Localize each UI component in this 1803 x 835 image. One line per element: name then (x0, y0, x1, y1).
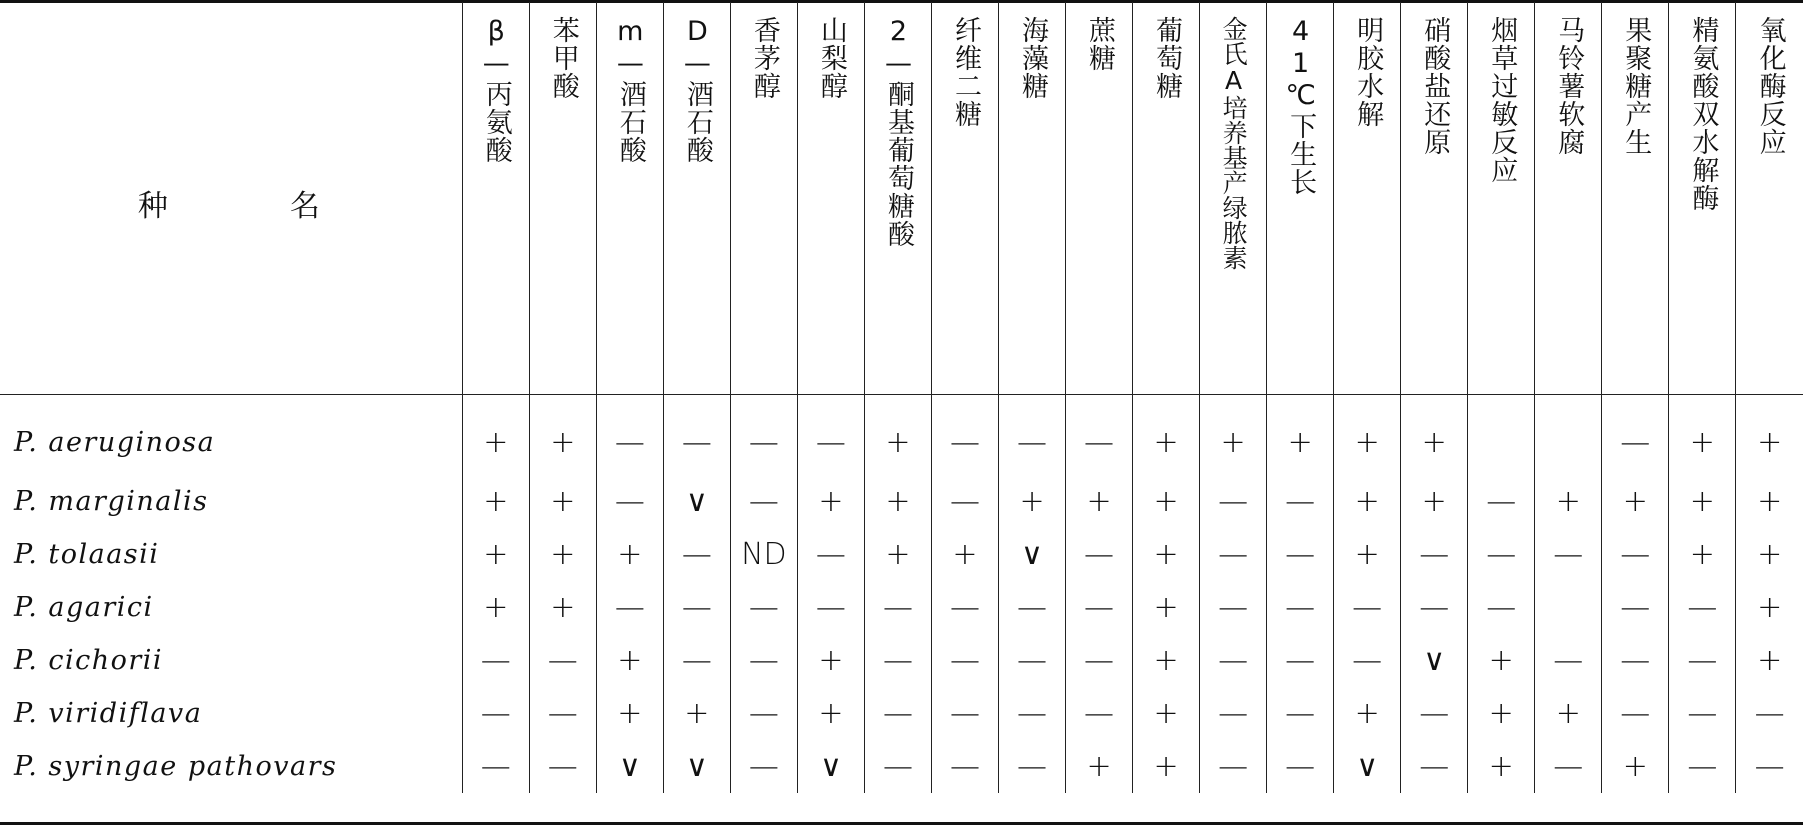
result-cell: + (1602, 475, 1669, 528)
result-cell: — (462, 634, 529, 687)
result-cell: + (797, 475, 864, 528)
result-cell: — (596, 395, 663, 476)
result-cell: + (1133, 740, 1200, 793)
result-cell: + (529, 475, 596, 528)
column-header-label: 山梨醇 (815, 16, 847, 100)
column-header (1468, 2, 1535, 395)
result-cell: + (1334, 395, 1401, 476)
result-cell: — (1602, 528, 1669, 581)
result-cell: — (1602, 581, 1669, 634)
result-cell: + (596, 634, 663, 687)
result-cell: + (1736, 528, 1803, 581)
result-cell: — (999, 395, 1066, 476)
column-header (730, 2, 797, 395)
result-cell: — (730, 634, 797, 687)
column-header-label: 金氏A培养基产绿脓素 (1219, 16, 1249, 270)
result-cell: — (596, 581, 663, 634)
result-cell: ND (730, 528, 797, 581)
column-header (1669, 2, 1736, 395)
result-cell: + (1133, 528, 1200, 581)
result-cell: — (1669, 634, 1736, 687)
column-header-label: D—酒石酸 (681, 16, 713, 164)
column-header-label: 纤维二糖 (949, 16, 981, 128)
column-header-label: 烟草过敏反应 (1486, 16, 1518, 184)
column-header-label: 硝酸盐还原 (1419, 16, 1451, 156)
result-cell: — (1535, 634, 1602, 687)
result-cell: + (1267, 395, 1334, 476)
result-cell: — (1401, 740, 1468, 793)
result-cell: + (1535, 687, 1602, 740)
result-cell: — (1200, 687, 1267, 740)
result-cell: — (1535, 528, 1602, 581)
result-cell: + (529, 528, 596, 581)
result-cell: + (1066, 740, 1133, 793)
result-cell: + (462, 581, 529, 634)
column-header-label: 41℃下生长 (1285, 16, 1317, 196)
result-cell: + (1602, 740, 1669, 793)
result-cell: — (1267, 528, 1334, 581)
table-row (0, 634, 1803, 687)
result-cell: — (864, 634, 931, 687)
header-row (0, 2, 1803, 395)
result-cell: — (1602, 634, 1669, 687)
result-cell: — (864, 687, 931, 740)
column-header-label: 马铃薯软腐 (1553, 16, 1585, 156)
result-cell: — (931, 740, 998, 793)
result-cell: — (1401, 581, 1468, 634)
result-cell: + (1133, 634, 1200, 687)
species-name-cell: P. tolaasii (14, 539, 160, 570)
result-cell: — (730, 581, 797, 634)
result-cell: — (1200, 634, 1267, 687)
result-cell: + (596, 528, 663, 581)
result-cell: — (730, 475, 797, 528)
result-cell: + (999, 475, 1066, 528)
result-cell: ∨ (1334, 740, 1401, 793)
result-cell: + (1133, 395, 1200, 476)
column-header-label: 葡萄糖 (1151, 16, 1183, 100)
result-cell: — (529, 687, 596, 740)
result-cell (1535, 395, 1602, 476)
result-cell: — (1401, 528, 1468, 581)
column-header (1200, 2, 1267, 395)
table-row (0, 528, 1803, 581)
result-cell: — (1066, 528, 1133, 581)
result-cell: — (529, 634, 596, 687)
result-cell: — (1736, 740, 1803, 793)
result-cell: + (1736, 634, 1803, 687)
result-cell: — (1535, 740, 1602, 793)
result-cell: + (1468, 634, 1535, 687)
column-header-label: 香茅醇 (748, 16, 780, 100)
column-header (596, 2, 663, 395)
bottom-rule (0, 822, 1803, 825)
species-name-cell: P. syringae pathovars (14, 751, 338, 782)
column-header (1334, 2, 1401, 395)
result-cell: — (931, 687, 998, 740)
column-header (797, 2, 864, 395)
result-cell: — (730, 395, 797, 476)
result-cell: — (1334, 581, 1401, 634)
species-name-cell: P. viridiflava (14, 698, 203, 729)
result-cell: ∨ (999, 528, 1066, 581)
result-cell: + (1334, 687, 1401, 740)
result-cell: — (797, 395, 864, 476)
result-cell: — (1200, 528, 1267, 581)
result-cell: — (1669, 687, 1736, 740)
result-cell: — (1200, 475, 1267, 528)
column-header (1401, 2, 1468, 395)
result-cell: + (1736, 581, 1803, 634)
species-name-cell: P. cichorii (14, 645, 164, 676)
result-cell: — (931, 395, 998, 476)
column-header-label: 果聚糖产生 (1620, 16, 1652, 156)
column-header (663, 2, 730, 395)
result-cell: + (931, 528, 998, 581)
result-cell: + (529, 581, 596, 634)
result-cell: — (1066, 687, 1133, 740)
result-cell: + (1200, 395, 1267, 476)
result-cell: ∨ (596, 740, 663, 793)
result-cell: + (1133, 475, 1200, 528)
result-cell: — (1066, 581, 1133, 634)
result-cell: — (1200, 581, 1267, 634)
table-row (0, 475, 1803, 528)
column-header (529, 2, 596, 395)
result-cell: — (1602, 687, 1669, 740)
result-cell: — (1669, 581, 1736, 634)
result-cell: — (1066, 634, 1133, 687)
result-cell: + (1736, 395, 1803, 476)
result-cell: + (1133, 687, 1200, 740)
table-row (0, 581, 1803, 634)
column-header-label: 2—酮基葡萄糖酸 (882, 16, 914, 248)
column-header (999, 2, 1066, 395)
result-cell: — (931, 634, 998, 687)
result-cell: + (1401, 475, 1468, 528)
result-cell: + (1669, 395, 1736, 476)
result-cell: — (663, 528, 730, 581)
species-header-char-2: 名 (289, 189, 324, 224)
result-cell: — (1267, 634, 1334, 687)
result-cell: + (462, 475, 529, 528)
result-cell: + (529, 395, 596, 476)
result-cell (1535, 581, 1602, 634)
result-cell: + (462, 528, 529, 581)
result-cell: — (596, 475, 663, 528)
characteristics-table (0, 2, 1803, 793)
column-header (1535, 2, 1602, 395)
result-cell: + (596, 687, 663, 740)
species-header-char-1: 种 (137, 189, 172, 224)
result-cell: + (864, 475, 931, 528)
result-cell: + (1736, 475, 1803, 528)
result-cell: + (1133, 581, 1200, 634)
result-cell: — (663, 634, 730, 687)
species-name-cell: P. agarici (14, 592, 154, 623)
result-cell: — (1267, 687, 1334, 740)
result-cell: — (1401, 687, 1468, 740)
column-header (931, 2, 998, 395)
result-cell: ∨ (663, 740, 730, 793)
column-header (1267, 2, 1334, 395)
result-cell: — (1267, 475, 1334, 528)
result-cell: + (1468, 687, 1535, 740)
table-body (0, 395, 1803, 794)
result-cell: + (1334, 475, 1401, 528)
result-cell: + (1334, 528, 1401, 581)
result-cell: — (462, 687, 529, 740)
result-cell: + (864, 528, 931, 581)
result-cell: — (1200, 740, 1267, 793)
result-cell: — (1736, 687, 1803, 740)
result-cell: — (999, 687, 1066, 740)
table-row (0, 687, 1803, 740)
column-header (1066, 2, 1133, 395)
result-cell: + (1669, 475, 1736, 528)
result-cell: + (1401, 395, 1468, 476)
result-cell: — (864, 581, 931, 634)
result-cell: — (931, 475, 998, 528)
column-header-label: 明胶水解 (1352, 16, 1384, 128)
column-header (1602, 2, 1669, 395)
result-cell: — (1468, 475, 1535, 528)
result-cell: + (864, 395, 931, 476)
result-cell: + (1669, 528, 1736, 581)
result-cell: — (730, 740, 797, 793)
result-cell: — (1602, 395, 1669, 476)
species-name-cell: P. marginalis (14, 486, 209, 517)
result-cell: — (797, 581, 864, 634)
result-cell: — (1334, 634, 1401, 687)
column-header-label: 苯甲酸 (547, 16, 579, 100)
result-cell: — (797, 528, 864, 581)
result-cell: — (999, 634, 1066, 687)
species-column-header (0, 2, 462, 395)
result-cell: + (663, 687, 730, 740)
result-cell: + (462, 395, 529, 476)
column-header-label: 氧化酶反应 (1754, 16, 1786, 156)
result-cell: + (797, 687, 864, 740)
column-header-label: m—酒石酸 (614, 16, 646, 164)
result-cell: — (999, 740, 1066, 793)
result-cell: — (1267, 581, 1334, 634)
result-cell: — (1669, 740, 1736, 793)
result-cell: — (1468, 528, 1535, 581)
result-cell: ∨ (797, 740, 864, 793)
result-cell: — (663, 581, 730, 634)
column-header-label: β—丙氨酸 (480, 16, 512, 164)
result-cell (1468, 395, 1535, 476)
column-header (462, 2, 529, 395)
result-cell: — (999, 581, 1066, 634)
column-header (1736, 2, 1803, 395)
result-cell: + (1066, 475, 1133, 528)
result-cell: — (931, 581, 998, 634)
table-row (0, 395, 1803, 476)
column-header (1133, 2, 1200, 395)
result-cell: + (797, 634, 864, 687)
result-cell: — (1066, 395, 1133, 476)
column-header-label: 蔗糖 (1084, 16, 1116, 72)
result-cell: + (1535, 475, 1602, 528)
table-row (0, 740, 1803, 793)
result-cell: — (663, 395, 730, 476)
result-cell: ∨ (663, 475, 730, 528)
result-cell: — (864, 740, 931, 793)
column-header-label: 精氨酸双水解酶 (1687, 16, 1719, 212)
column-header (864, 2, 931, 395)
species-name-cell: P. aeruginosa (14, 426, 216, 458)
result-cell: — (1267, 740, 1334, 793)
result-cell: — (529, 740, 596, 793)
column-header-label: 海藻糖 (1017, 16, 1049, 100)
result-cell: — (1468, 581, 1535, 634)
result-cell: — (730, 687, 797, 740)
result-cell: — (462, 740, 529, 793)
result-cell: + (1468, 740, 1535, 793)
result-cell: ∨ (1401, 634, 1468, 687)
